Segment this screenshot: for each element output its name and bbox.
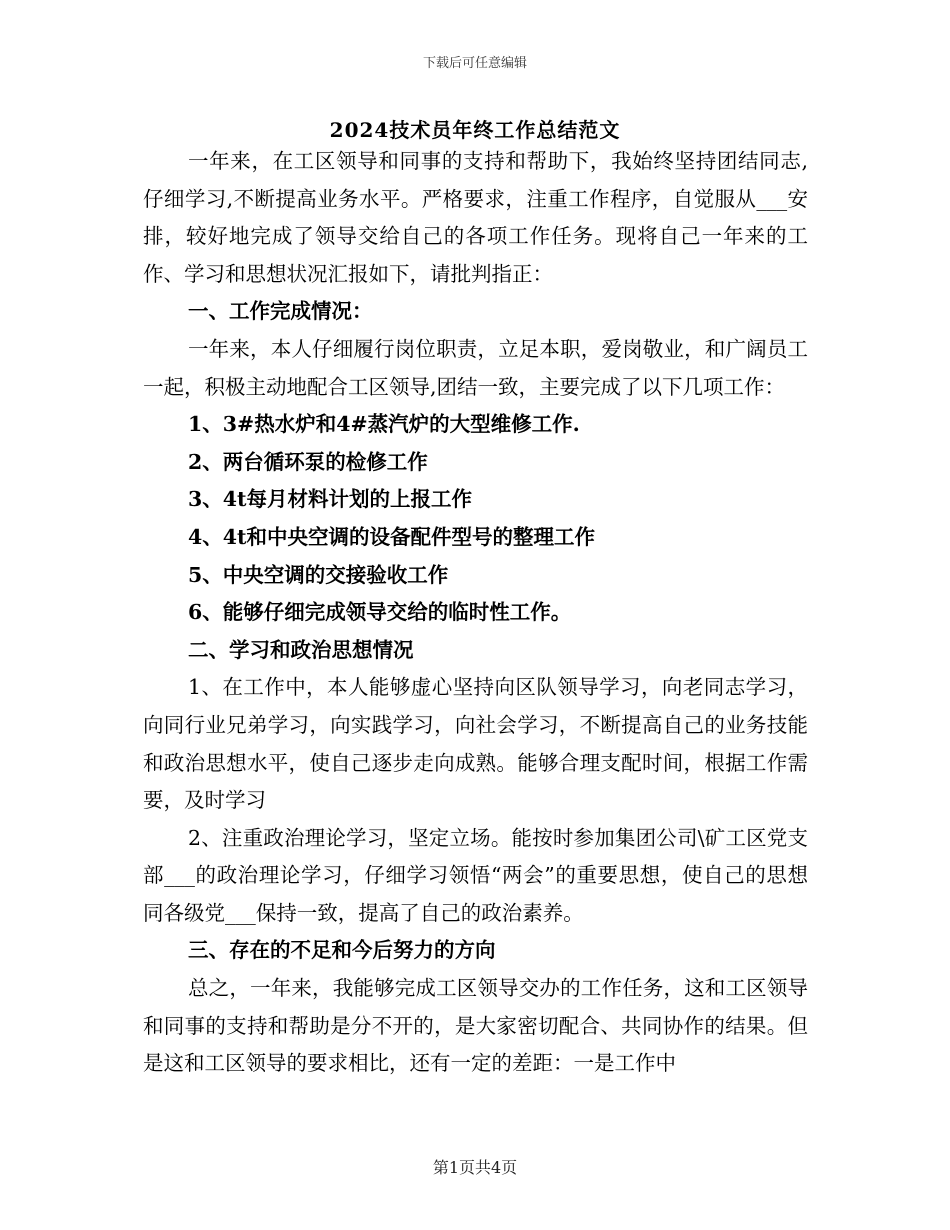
intro-paragraph: 一年来，在工区领导和同事的支持和帮助下，我始终坚持团结同志,仔细学习,不断提高业务水平。严格要求，注重工作程序，自觉服从___安排，较好地完成了领导交给自己的各项工作任务。现将自己一年来的工作、学习和思想状况汇报如下，请批判指正： bbox=[143, 149, 808, 286]
list-item: 6、能够仔细完成领导交给的临时性工作。 bbox=[188, 600, 572, 625]
list-item: 2、两台循环泵的检修工作 bbox=[188, 449, 428, 474]
list-item: 4、4t和中央空调的设备配件型号的整理工作 bbox=[188, 524, 595, 549]
page-header-note: 下载后可任意编辑 bbox=[422, 56, 527, 71]
politics-paragraph: 2、注重政治理论学习，坚定立场。能按时参加集团公司\矿工区党支部___的政治理论学习，仔细学习领悟“两会”的重要思想，使自己的思想同各级党___保持一致，提高了自己的政治素养。 bbox=[143, 825, 808, 925]
page-number: 第1页共4页 bbox=[432, 1158, 518, 1177]
work-summary-paragraph: 一年来，本人仔细履行岗位职责，立足本职，爱岗敬业，和广阔员工一起，积极主动地配合工区领导,团结一致，主要完成了以下几项工作： bbox=[143, 336, 808, 399]
list-item: 3、4t每月材料计划的上报工作 bbox=[188, 487, 472, 512]
document-body bbox=[143, 143, 808, 1083]
section-heading-study: 二、学习和政治思想情况 bbox=[188, 637, 414, 662]
document-title: 2024技术员年终工作总结范文 bbox=[329, 118, 621, 142]
section-heading-shortcomings: 三、存在的不足和今后努力的方向 bbox=[188, 938, 496, 963]
list-item: 5、中央空调的交接验收工作 bbox=[188, 562, 449, 587]
list-item: 1、3#热水炉和4#蒸汽炉的大型维修工作. bbox=[188, 412, 580, 437]
section-heading-work: 一、工作完成情况： bbox=[188, 299, 373, 324]
study-paragraph: 1、在工作中，本人能够虚心坚持向区队领导学习，向老同志学习，向同行业兄弟学习，向实践学习，向社会学习，不断提高自己的业务技能和政治思想水平，使自己逐步走向成熟。能够合理支配时间，根据工作需要，及时学习 bbox=[143, 675, 808, 813]
conclusion-paragraph: 总之，一年来，我能够完成工区领导交办的工作任务，这和工区领导和同事的支持和帮助是分不开的，是大家密切配合、共同协作的结果。但是这和工区领导的要求相比，还有一定的差距：一是工作中 bbox=[143, 976, 808, 1076]
